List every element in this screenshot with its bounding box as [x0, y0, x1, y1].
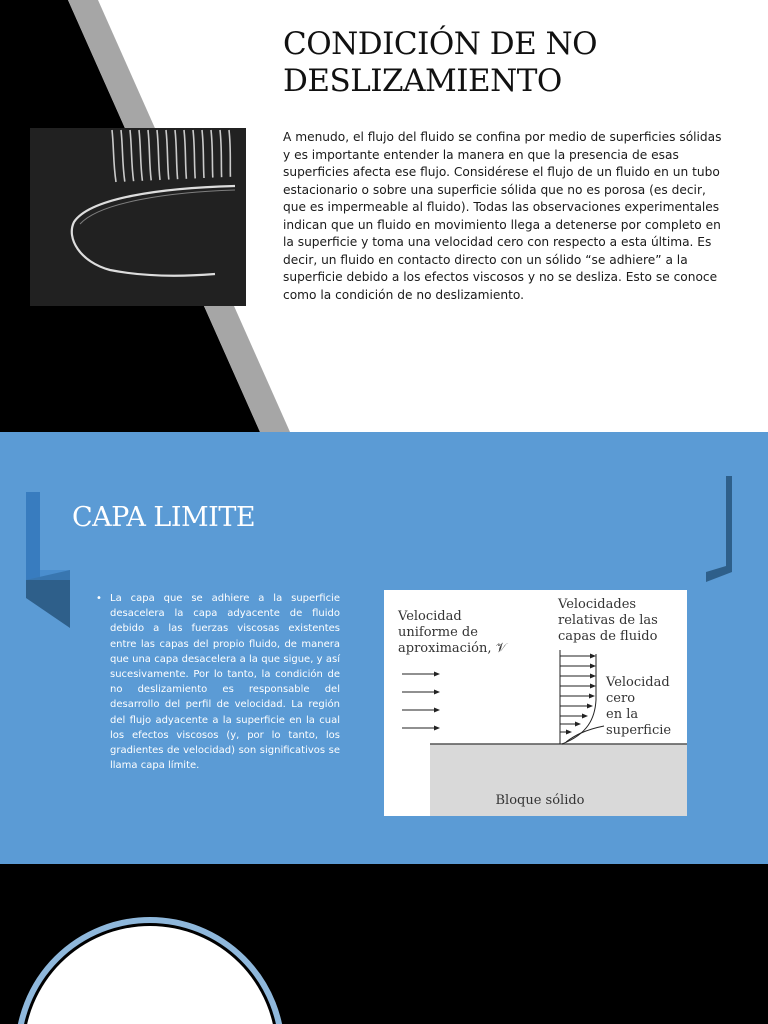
- slide-boundary-layer: [0, 432, 768, 864]
- slide3-background: [0, 864, 768, 1024]
- uniform-velocity-label: Velocidad uniforme de aproximación, 𝒱: [398, 609, 507, 656]
- slide1-paragraph: A menudo, el flujo del fluido se confina por medio de superficies sólidas y es importante entender la manera en que la presencia de esas superficies afecta ese flujo. Considérese el flujo de un fluido en un tubo estacionario o sobre una superficie sólida que no es porosa (es decir, que es impermeable al fluido). Todas las observaciones experimentales indican que un fluido en movimiento llega a detenerse por completo en la superficie y toma una velocidad cero con respecto a esta última. Es decir, un fluido en contacto directo con un sólido “se adhiere” a la superficie debido a los efectos viscosos y no se desliza. Esto se conoce como la condición de no deslizamiento.: [283, 130, 722, 302]
- boundary-layer-diagram: [384, 590, 687, 816]
- zero-velocity-label: Velocidad cero en la superficie: [606, 675, 672, 738]
- relative-velocities-label: Velocidades relativas de las capas de fluido: [558, 597, 658, 644]
- bullet-item: • La capa que se adhiere a la superficie desacelera la capa adyacente de fluido debido a las fuerzas viscosas existentes entre las capas del propio fluido, de manera que una capa desacelera a la que sigue, y así sucesivamente. Por lo tanto, la condición de no deslizamiento es responsable del desarrollo del perfil de velocidad. La región del flujo adyacente a la superficie en la cual los efectos viscosos (y, por lo tanto, los gradientes de velocidad) son significativos se llama capa límite.: [96, 591, 340, 773]
- right-ribbon: [706, 476, 732, 582]
- slide-third-partial: [0, 864, 768, 1024]
- uniform-velocity-arrows: [402, 672, 440, 731]
- solid-block-label: Bloque sólido: [495, 793, 585, 808]
- flow-visualization-photo: [30, 128, 246, 306]
- slide2-bullet-list: [96, 591, 340, 773]
- slide-no-slip-condition: [0, 0, 768, 432]
- slide2-title: CAPA LIMITE: [72, 502, 256, 533]
- white-circle: [24, 926, 276, 1024]
- slide1-title: CONDICIÓN DE NO DESLIZAMIENTO: [283, 26, 598, 99]
